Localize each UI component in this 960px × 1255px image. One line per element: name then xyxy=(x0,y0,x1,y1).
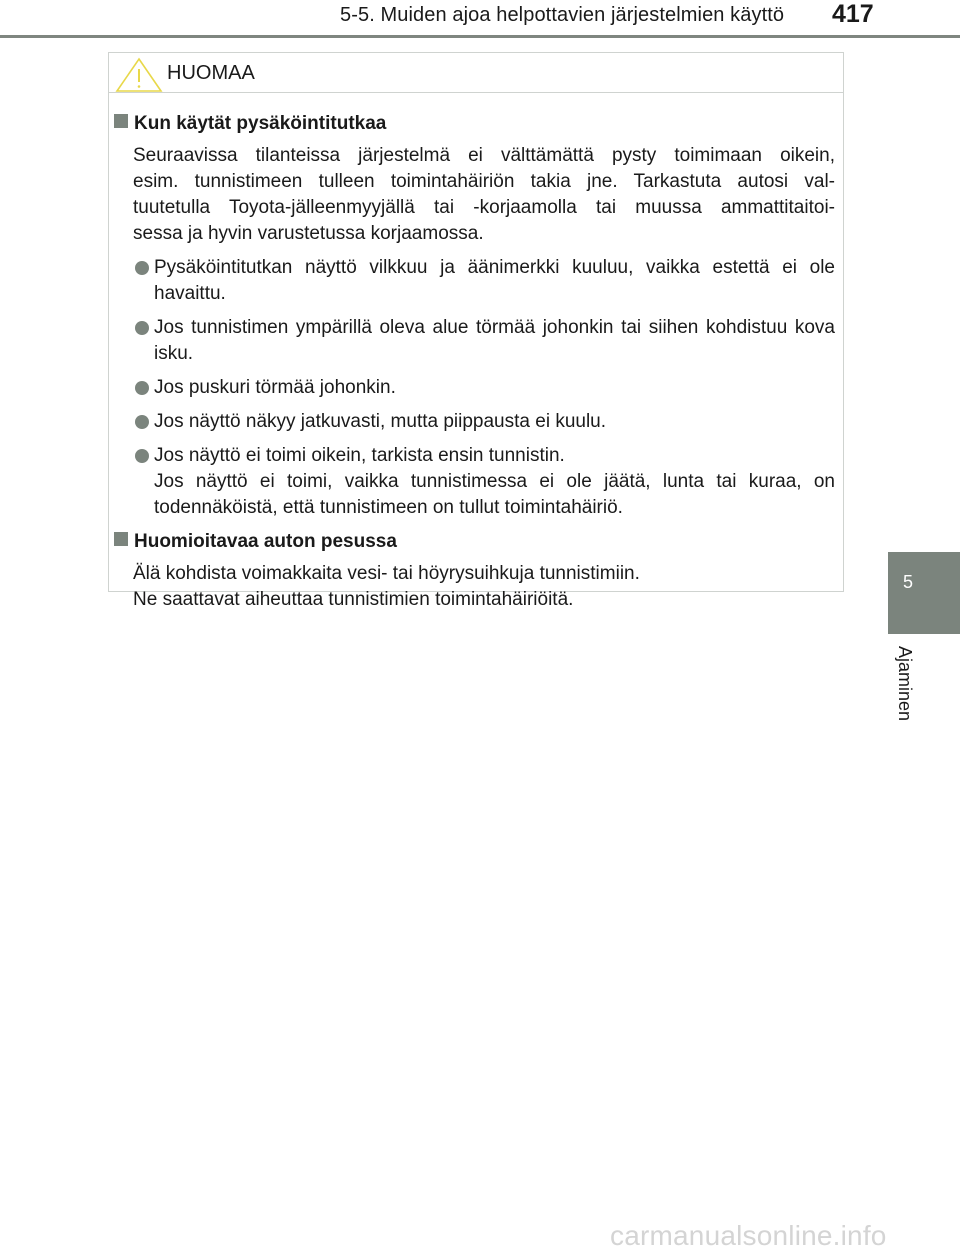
paragraph-line: tuutetulla Toyota-jälleenmyyjällä tai -korjaamolla tai muussa ammattitaitoi- xyxy=(133,197,835,218)
section-heading xyxy=(114,111,843,137)
list-item-text: Pysäköintitutkan näyttö vilkkuu ja äänimerkki kuuluu, vaikka estettä ei ole havaittu. xyxy=(154,257,835,304)
square-bullet-icon xyxy=(114,114,128,128)
round-bullet-icon xyxy=(135,449,149,463)
chapter-tab-label: Ajaminen xyxy=(895,646,915,722)
header-divider xyxy=(0,35,960,38)
section-heading-text: Kun käytät pysäköintitutkaa xyxy=(134,113,387,134)
paragraph-line: esim. tunnistimeen tulleen toimintahäiriön takia jne. Tarkastuta autosi val- xyxy=(133,171,835,192)
section-paragraph xyxy=(133,143,835,247)
list-item xyxy=(133,443,835,521)
notice-title: HUOMAA xyxy=(167,62,255,84)
round-bullet-icon xyxy=(135,261,149,275)
round-bullet-icon xyxy=(135,415,149,429)
list-item xyxy=(133,409,835,435)
round-bullet-icon xyxy=(135,381,149,395)
notice-header xyxy=(109,53,843,93)
list-item-continuation: Jos näyttö ei toimi, vaikka tunnistimessa ei ole jäätä, lunta tai kuraa, on todennäköistä, että tunnistimeen on tullut toimintahäiriö. xyxy=(154,471,835,518)
square-bullet-icon xyxy=(114,532,128,546)
page-number: 417 xyxy=(832,0,874,28)
list-item xyxy=(133,375,835,401)
paragraph-line: Ne saattavat aiheuttaa tunnistimien toimintahäiriöitä. xyxy=(133,589,574,610)
list-item xyxy=(133,255,835,307)
notice-content xyxy=(109,111,843,613)
list-item-text: Jos tunnistimen ympärillä oleva alue törmää johonkin tai siihen kohdistuu kova isku. xyxy=(154,317,835,364)
notice-box xyxy=(108,52,844,610)
list-item-text: Jos näyttö ei toimi oikein, tarkista ensin tunnistin. xyxy=(154,445,565,466)
list-item xyxy=(133,315,835,367)
page-header-title: 5-5. Muiden ajoa helpottavien järjestelmien käyttö xyxy=(340,4,785,26)
watermark: carmanualsonline.info xyxy=(610,1220,887,1251)
list-item-text: Jos näyttö näkyy jatkuvasti, mutta piippausta ei kuulu. xyxy=(154,411,607,432)
paragraph-line: sessa ja hyvin varustetussa korjaamossa. xyxy=(133,223,484,244)
section-paragraph xyxy=(133,561,835,613)
chapter-tab-number: 5 xyxy=(902,572,913,592)
section-heading xyxy=(114,529,843,555)
round-bullet-icon xyxy=(135,321,149,335)
paragraph-line: Älä kohdista voimakkaita vesi- tai höyrysuihkuja tunnistimiin. xyxy=(133,563,640,584)
warning-triangle-icon xyxy=(115,57,163,93)
section-heading-text: Huomioitavaa auton pesussa xyxy=(134,531,397,552)
chapter-tab xyxy=(888,552,960,634)
list-item-text: Jos puskuri törmää johonkin. xyxy=(154,377,396,398)
paragraph-line: Seuraavissa tilanteissa järjestelmä ei välttämättä pysty toimimaan oikein, xyxy=(133,145,835,166)
